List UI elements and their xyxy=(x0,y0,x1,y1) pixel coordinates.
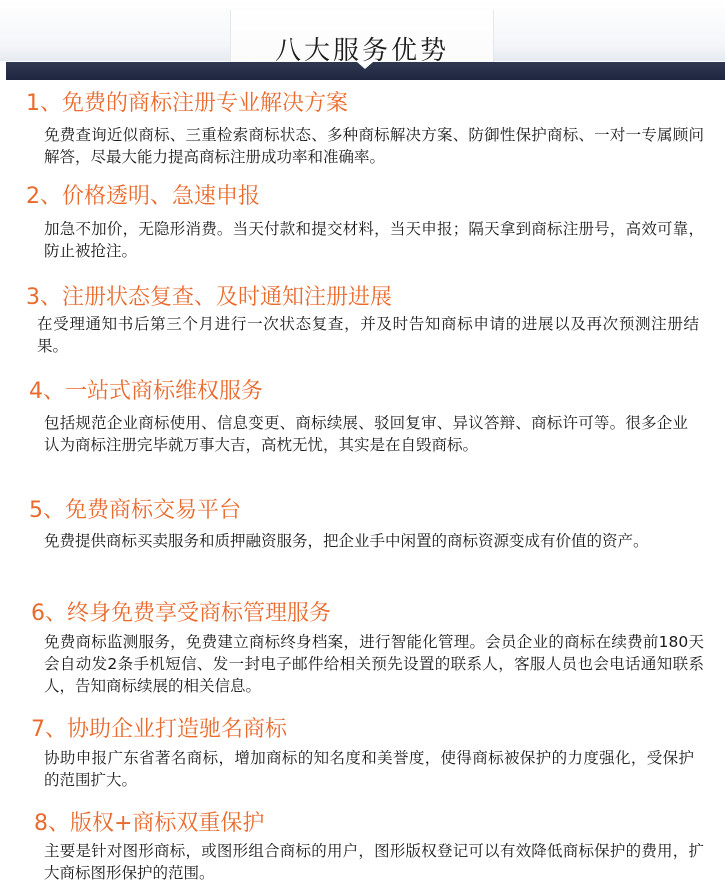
section-body: 免费查询近似商标、三重检索商标状态、多种商标解决方案、防御性保护商标、一对一专属顾问解答，尽最大能力提高商标注册成功率和准确率。 xyxy=(44,126,704,166)
section-title: 5、免费商标交易平台 xyxy=(29,498,241,523)
section-title: 8、版权+商标双重保护 xyxy=(34,811,265,836)
section-title: 2、价格透明、急速申报 xyxy=(26,184,260,209)
section-body: 免费提供商标买卖服务和质押融资服务，把企业手中闲置的商标资源变成有价值的资产。 xyxy=(44,532,649,550)
section-title: 4、一站式商标维权服务 xyxy=(29,379,263,404)
section-title: 6、终身免费享受商标管理服务 xyxy=(31,601,331,626)
section-body: 在受理通知书后第三个月进行一次状态复查，并及时告知商标申请的进展以及再次预测注册结果。 xyxy=(37,315,699,355)
section-body: 协助申报广东省著名商标，增加商标的知名度和美誉度，使得商标被保护的力度强化，受保护的范围扩大。 xyxy=(44,749,694,789)
section-title: 1、免费的商标注册专业解决方案 xyxy=(26,91,348,116)
header-banner xyxy=(0,0,725,82)
section-body: 免费商标监测服务，免费建立商标终身档案，进行智能化管理。会员企业的商标在续费前180天会自动发2条手机短信、发一封电子邮件给相关预先设置的联系人，客服人员也会电话通知联系人，告知商标续展的相关信息。 xyxy=(44,633,704,695)
section-body: 加急不加价，无隐形消费。当天付款和提交材料，当天申报；隔天拿到商标注册号，高效可靠，防止被抢注。 xyxy=(44,220,704,260)
section-title: 7、协助企业打造驰名商标 xyxy=(31,717,287,742)
section-body: 主要是针对图形商标，或图形组合商标的用户，图形版权登记可以有效降低商标保护的费用，扩大商标图形保护的范围。 xyxy=(44,842,704,882)
section-title: 3、注册状态复查、及时通知注册进展 xyxy=(26,285,392,310)
page-title: 八大服务优势 xyxy=(274,36,449,67)
section-body: 包括规范企业商标使用、信息变更、商标续展、驳回复审、异议答辩、商标许可等。很多企业认为商标注册完毕就万事大吉，高枕无忧，其实是在自毁商标。 xyxy=(44,414,688,454)
